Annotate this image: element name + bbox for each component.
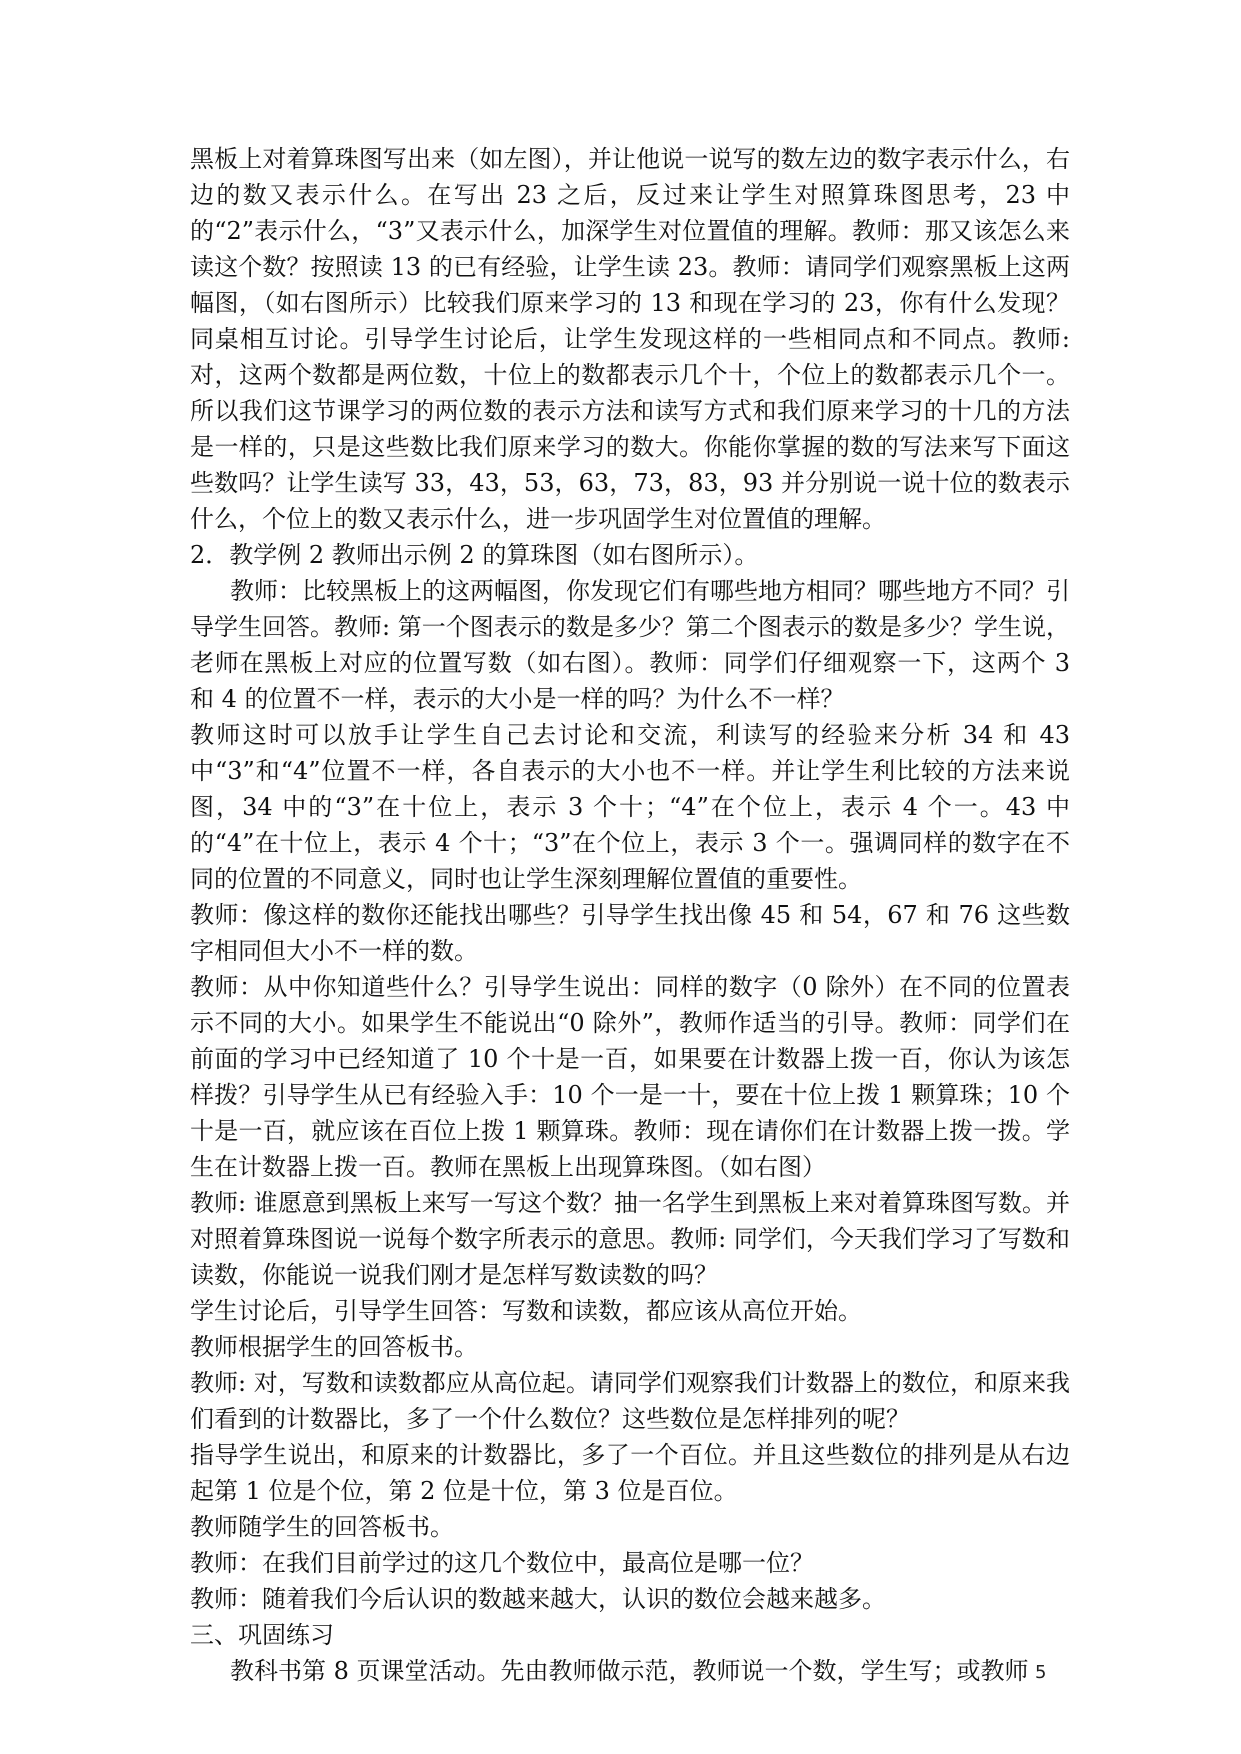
section-heading: 三、巩固练习 [190, 1621, 334, 1649]
paragraph-8: 学生讨论后，引导学生回答：写数和读数，都应该从高位开始。 [190, 1297, 862, 1325]
paragraph-16: 教科书第 8 页课堂活动。先由教师做示范，教师说一个数，学生写；或教师 [230, 1657, 1029, 1685]
paragraph-6: 教师：从中你知道些什么？引导学生说出：同样的数字（0 除外）在不同的位置表示不同的大小。如果学生不能说出“0 除外”，教师作适当的引导。教师：同学们在前面的学习中已经知道了 10 个十是一百，如果要在计数器上拨一百，你认为该怎样拨？引导学生从已有经验入手：10 个一是一十，要在十位上拨 1 颗算珠；10 个十是一百，就应该在百位上拨 1 颗算珠。教师：现在请你们在计数器上拨一拨。学生在计数器上拨一百。教师在黑板上出现算珠图。（如右图） [190, 973, 1070, 1181]
paragraph-5: 教师：像这样的数你还能找出哪些？引导学生找出像 45 和 54，67 和 76 这些数字相同但大小不一样的数。 [190, 901, 1070, 965]
paragraph-1: 黑板上对着算珠图写出来（如左图），并让他说一说写的数左边的数字表示什么，右边的数又表示什么。在写出 23 之后，反过来让学生对照算珠图思考，23 中的“2”表示什么，“3”又表示什么，加深学生对位置值的理解。教师：那又该怎么来读这个数？按照读 13 的已有经验，让学生读 23。教师：请同学们观察黑板上这两幅图，（如右图所示）比较我们原来学习的 13 和现在学习的 23，你有什么发现？同桌相互讨论。引导学生讨论后，让学生发现这样的一些相同点和不同点。教师: 对，这两个数都是两位数，十位上的数都表示几个十，个位上的数都表示几个一。所以我们这节课学习的两位数的表示方法和读写方式和我们原来学习的十几的方法是一样的，只是这些数比我们原来学习的数大。你能你掌握的数的写法来写下面这些数吗？让学生读写 33，43，53，63，73，83，93 并分别说一说十位的数表示什么，个位上的数又表示什么，进一步巩固学生对位置值的理解。 [190, 145, 1070, 533]
paragraph-13: 教师：在我们目前学过的这几个数位中，最高位是哪一位？ [190, 1549, 814, 1577]
paragraph-12: 教师随学生的回答板书。 [190, 1513, 454, 1541]
paragraph-2: 2．教学例 2 教师出示例 2 的算珠图（如右图所示）。 [190, 541, 759, 569]
paragraph-3: 教师：比较黑板上的这两幅图，你发现它们有哪些地方相同？哪些地方不同？引导学生回答。教师: 第一个图表示的数是多少？第二个图表示的数是多少？学生说，老师在黑板上对应的位置写数（如右图）。教师：同学们仔细观察一下，这两个 3 和 4 的位置不一样，表示的大小是一样的吗？为什么不一样？ [190, 577, 1070, 713]
paragraph-10: 教师: 对，写数和读数都应从高位起。请同学们观察我们计数器上的数位，和原来我们看到的计数器比，多了一个什么数位？这些数位是怎样排列的呢？ [190, 1369, 1070, 1433]
paragraph-11: 指导学生说出，和原来的计数器比，多了一个百位。并且这些数位的排列是从右边起第 1 位是个位，第 2 位是十位，第 3 位是百位。 [190, 1441, 1070, 1505]
paragraph-7: 教师: 谁愿意到黑板上来写一写这个数？抽一名学生到黑板上来对着算珠图写数。并对照着算珠图说一说每个数字所表示的意思。教师: 同学们，今天我们学习了写数和读数，你能说一说我们刚才是怎样写数读数的吗？ [190, 1189, 1070, 1289]
document-body [190, 141, 1070, 1689]
page-number: 5 [1035, 1662, 1047, 1683]
paragraph-9: 教师根据学生的回答板书。 [190, 1333, 478, 1361]
paragraph-14: 教师：随着我们今后认识的数越来越大，认识的数位会越来越多。 [190, 1585, 886, 1613]
paragraph-4: 教师这时可以放手让学生自己去讨论和交流，利读写的经验来分析 34 和 43 中“3”和“4”位置不一样，各自表示的大小也不一样。并让学生利比较的方法来说图，34 中的“3”在十位上，表示 3 个十；“4”在个位上，表示 4 个一。43 中的“4”在十位上，表示 4 个十；“3”在个位上，表示 3 个一。强调同样的数字在不同的位置的不同意义，同时也让学生深刻理解位置值的重要性。 [190, 721, 1070, 893]
